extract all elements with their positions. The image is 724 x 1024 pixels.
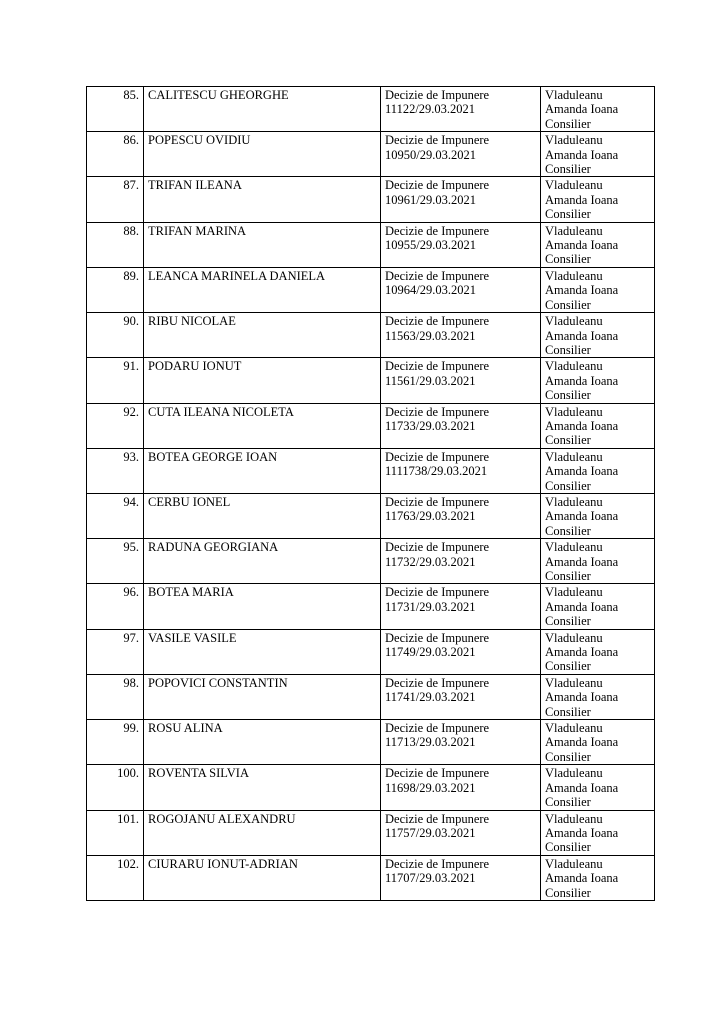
taxpayer-name: CIURARU IONUT-ADRIAN bbox=[144, 855, 381, 900]
table-row bbox=[87, 87, 655, 132]
row-number: 86. bbox=[87, 132, 144, 177]
row-number: 93. bbox=[87, 448, 144, 493]
decision-reference: Decizie de Impunere 11122/29.03.2021 bbox=[381, 87, 541, 132]
taxpayer-name: TRIFAN ILEANA bbox=[144, 177, 381, 222]
row-number: 90. bbox=[87, 313, 144, 358]
responsible-officer: Vladuleanu Amanda Ioana Consilier bbox=[541, 267, 655, 312]
responsible-officer: Vladuleanu Amanda Ioana Consilier bbox=[541, 403, 655, 448]
taxpayer-name: CALITESCU GHEORGHE bbox=[144, 87, 381, 132]
responsible-officer: Vladuleanu Amanda Ioana Consilier bbox=[541, 87, 655, 132]
row-number: 99. bbox=[87, 720, 144, 765]
table-row bbox=[87, 493, 655, 538]
decision-reference: Decizie de Impunere 10955/29.03.2021 bbox=[381, 222, 541, 267]
table-row bbox=[87, 810, 655, 855]
row-number: 87. bbox=[87, 177, 144, 222]
row-number: 89. bbox=[87, 267, 144, 312]
taxpayer-name: PODARU IONUT bbox=[144, 358, 381, 403]
table-row bbox=[87, 267, 655, 312]
decision-reference: Decizie de Impunere 11733/29.03.2021 bbox=[381, 403, 541, 448]
taxpayer-name: RIBU NICOLAE bbox=[144, 313, 381, 358]
decision-reference: Decizie de Impunere 11732/29.03.2021 bbox=[381, 539, 541, 584]
table-row bbox=[87, 177, 655, 222]
table-row bbox=[87, 448, 655, 493]
responsible-officer: Vladuleanu Amanda Ioana Consilier bbox=[541, 177, 655, 222]
row-number: 88. bbox=[87, 222, 144, 267]
taxpayer-name: POPESCU OVIDIU bbox=[144, 132, 381, 177]
row-number: 97. bbox=[87, 629, 144, 674]
decision-reference: Decizie de Impunere 11563/29.03.2021 bbox=[381, 313, 541, 358]
decision-reference: Decizie de Impunere 10950/29.03.2021 bbox=[381, 132, 541, 177]
table-row bbox=[87, 132, 655, 177]
taxpayer-name: CUTA ILEANA NICOLETA bbox=[144, 403, 381, 448]
decision-reference: Decizie de Impunere 10964/29.03.2021 bbox=[381, 267, 541, 312]
responsible-officer: Vladuleanu Amanda Ioana Consilier bbox=[541, 720, 655, 765]
taxpayer-name: BOTEA MARIA bbox=[144, 584, 381, 629]
decision-reference: Decizie de Impunere 11757/29.03.2021 bbox=[381, 810, 541, 855]
row-number: 92. bbox=[87, 403, 144, 448]
row-number: 100. bbox=[87, 765, 144, 810]
responsible-officer: Vladuleanu Amanda Ioana Consilier bbox=[541, 810, 655, 855]
row-number: 98. bbox=[87, 674, 144, 719]
table-row bbox=[87, 674, 655, 719]
taxpayer-name: BOTEA GEORGE IOAN bbox=[144, 448, 381, 493]
table-row bbox=[87, 403, 655, 448]
decisions-table bbox=[86, 86, 655, 901]
taxpayer-name: TRIFAN MARINA bbox=[144, 222, 381, 267]
responsible-officer: Vladuleanu Amanda Ioana Consilier bbox=[541, 448, 655, 493]
responsible-officer: Vladuleanu Amanda Ioana Consilier bbox=[541, 674, 655, 719]
decision-reference: Decizie de Impunere 11763/29.03.2021 bbox=[381, 493, 541, 538]
decision-reference: Decizie de Impunere 11741/29.03.2021 bbox=[381, 674, 541, 719]
responsible-officer: Vladuleanu Amanda Ioana Consilier bbox=[541, 358, 655, 403]
table-row bbox=[87, 222, 655, 267]
taxpayer-name: RADUNA GEORGIANA bbox=[144, 539, 381, 584]
responsible-officer: Vladuleanu Amanda Ioana Consilier bbox=[541, 855, 655, 900]
taxpayer-name: ROVENTA SILVIA bbox=[144, 765, 381, 810]
taxpayer-name: LEANCA MARINELA DANIELA bbox=[144, 267, 381, 312]
table-row bbox=[87, 584, 655, 629]
decision-reference: Decizie de Impunere 11698/29.03.2021 bbox=[381, 765, 541, 810]
row-number: 96. bbox=[87, 584, 144, 629]
decision-reference: Decizie de Impunere 11713/29.03.2021 bbox=[381, 720, 541, 765]
row-number: 85. bbox=[87, 87, 144, 132]
responsible-officer: Vladuleanu Amanda Ioana Consilier bbox=[541, 765, 655, 810]
taxpayer-name: CERBU IONEL bbox=[144, 493, 381, 538]
responsible-officer: Vladuleanu Amanda Ioana Consilier bbox=[541, 222, 655, 267]
decision-reference: Decizie de Impunere 11749/29.03.2021 bbox=[381, 629, 541, 674]
table-row bbox=[87, 855, 655, 900]
responsible-officer: Vladuleanu Amanda Ioana Consilier bbox=[541, 584, 655, 629]
decision-reference: Decizie de Impunere 11731/29.03.2021 bbox=[381, 584, 541, 629]
taxpayer-name: POPOVICI CONSTANTIN bbox=[144, 674, 381, 719]
table-row bbox=[87, 765, 655, 810]
responsible-officer: Vladuleanu Amanda Ioana Consilier bbox=[541, 539, 655, 584]
decision-reference: Decizie de Impunere 1111738/29.03.2021 bbox=[381, 448, 541, 493]
taxpayer-name: ROSU ALINA bbox=[144, 720, 381, 765]
row-number: 91. bbox=[87, 358, 144, 403]
table-row bbox=[87, 629, 655, 674]
taxpayer-name: ROGOJANU ALEXANDRU bbox=[144, 810, 381, 855]
table-row bbox=[87, 313, 655, 358]
row-number: 101. bbox=[87, 810, 144, 855]
decision-reference: Decizie de Impunere 11561/29.03.2021 bbox=[381, 358, 541, 403]
decision-reference: Decizie de Impunere 10961/29.03.2021 bbox=[381, 177, 541, 222]
table-row bbox=[87, 720, 655, 765]
responsible-officer: Vladuleanu Amanda Ioana Consilier bbox=[541, 493, 655, 538]
row-number: 95. bbox=[87, 539, 144, 584]
table-row bbox=[87, 539, 655, 584]
row-number: 102. bbox=[87, 855, 144, 900]
responsible-officer: Vladuleanu Amanda Ioana Consilier bbox=[541, 132, 655, 177]
responsible-officer: Vladuleanu Amanda Ioana Consilier bbox=[541, 629, 655, 674]
row-number: 94. bbox=[87, 493, 144, 538]
table-body bbox=[87, 87, 655, 901]
responsible-officer: Vladuleanu Amanda Ioana Consilier bbox=[541, 313, 655, 358]
taxpayer-name: VASILE VASILE bbox=[144, 629, 381, 674]
decision-reference: Decizie de Impunere 11707/29.03.2021 bbox=[381, 855, 541, 900]
table-row bbox=[87, 358, 655, 403]
